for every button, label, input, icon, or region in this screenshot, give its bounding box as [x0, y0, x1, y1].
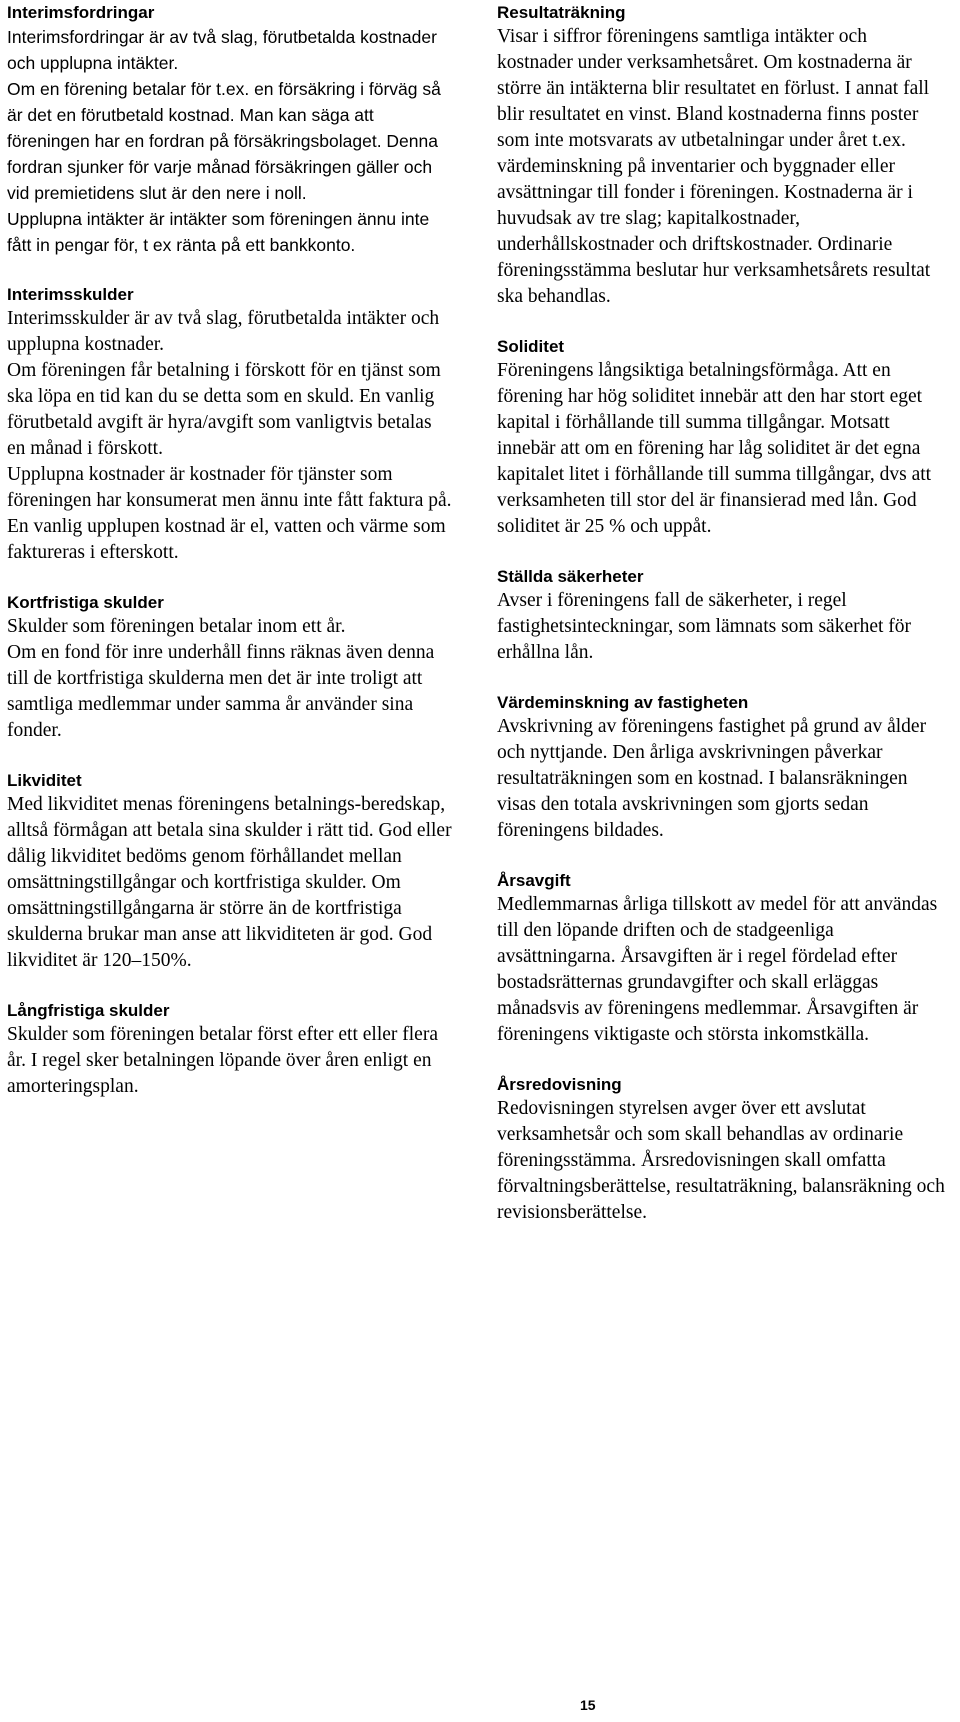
- paragraph: Visar i siffror föreningens samtliga intäkter och kostnader under verksamhetsåret. Om kostnaderna är större än intäkterna blir resultatet en förlust. I annat fall blir resultatet en vinst. Bland kostnaderna finns poster som inte motsvarats av utbetalningar under året t.ex. värdeminskning på inventarier och byggnader eller avsättningar till fonder i föreningen. Kostnaderna är i huvudsak av tre slag; kapitalkostnader, underhållskostnader och driftskostnader. Ordinarie föreningsstämma beslutar hur verksamhetsårets resultat ska behandlas.: [497, 26, 931, 307]
- section-langfristiga-skulder: [7, 998, 452, 1100]
- page-number: 15: [580, 1697, 596, 1713]
- heading-kortfristiga-skulder: Kortfristiga skulder: [7, 593, 164, 612]
- heading-interimsskulder: Interimsskulder: [7, 285, 134, 304]
- section-likviditet: [7, 768, 452, 974]
- paragraph: Skulder som föreningen betalar inom ett år.: [7, 616, 346, 637]
- paragraph: Upplupna kostnader är kostnader för tjänster som föreningen har konsumerat men ännu inte fått faktura på. En vanlig upplupen kostnad är el, vatten och värme som faktureras i efterskott.: [7, 464, 452, 563]
- paragraph: Skulder som föreningen betalar först efter ett eller flera år. I regel sker betalningen löpande över åren enligt en amorteringsplan.: [7, 1024, 438, 1097]
- heading-langfristiga-skulder: Långfristiga skulder: [7, 1001, 170, 1020]
- section-stallda-sakerheter: [497, 564, 947, 666]
- heading-resultatrakning: Resultaträkning: [497, 3, 626, 22]
- paragraph: Avser i föreningens fall de säkerheter, i regel fastighetsinteckningar, som lämnats som säkerhet för erhållna lån.: [497, 590, 912, 663]
- heading-likviditet: Likviditet: [7, 771, 82, 790]
- heading-stallda-sakerheter: Ställda säkerheter: [497, 567, 644, 586]
- section-soliditet: [497, 334, 947, 540]
- paragraph: Interimsfordringar är av två slag, förutbetalda kostnader och upplupna intäkter.: [7, 27, 437, 73]
- heading-arsavgift: Årsavgift: [497, 871, 571, 890]
- paragraph: Interimsskulder är av två slag, förutbetalda intäkter och upplupna kostnader.: [7, 308, 440, 355]
- paragraph: Upplupna intäkter är intäkter som föreningen ännu inte fått in pengar för, t ex ränta på ett bankkonto.: [7, 209, 430, 255]
- paragraph: Avskrivning av föreningens fastighet på grund av ålder och nyttjande. Den årliga avskrivningen påverkar resultaträkningen som en kostnad. I balansräkningen visas den totala avskrivningen som gjorts sedan föreningens bildades.: [497, 716, 927, 841]
- paragraph: Medlemmarnas årliga tillskott av medel för att användas till den löpande driften och de stadgeenliga avsättningarna. Årsavgiften är i regel fördelad efter bostadsrätternas grundavgifter och skall erläggas månadsvis av föreningens medlemmar. Årsavgiften är föreningens viktigaste och största inkomstkälla.: [497, 894, 938, 1045]
- paragraph: Föreningens långsiktiga betalningsförmåga. Att en förening har hög soliditet innebär att den har stort eget kapital i förhållande till summa tillgångar. Motsatt innebär att om en förening har låg soliditet är det egna kapitalet litet i förhållande till summa tillgångar, dvs att verksamheten till stor del är finansierad med lån. God soliditet är 25 % och uppåt.: [497, 360, 932, 537]
- heading-arsredovisning: Årsredovisning: [497, 1075, 622, 1094]
- section-kortfristiga-skulder: [7, 590, 452, 744]
- section-interimsskulder: [7, 282, 452, 566]
- paragraph: Redovisningen styrelsen avger över ett avslutat verksamhetsår och som skall behandlas av ordinarie föreningsstämma. Årsredovisningen skall omfatta förvaltningsberättelse, resultaträkning, balansräkning och revisionsberättelse.: [497, 1098, 945, 1223]
- section-interimsfordringar: [7, 0, 452, 258]
- section-vardeminskning: [497, 690, 947, 844]
- paragraph: Med likviditet menas föreningens betalnings-beredskap, alltså förmågan att betala sina skulder i rätt tid. God eller dålig likviditet bedöms genom förhållandet mellan omsättningstillgångar och kortfristiga skulder. Om omsättningstillgångarna är större än de kortfristiga skulderna brukar man anse att likviditeten är god. God likviditet är 120–150%.: [7, 794, 452, 971]
- paragraph: Om en förening betalar för t.ex. en försäkring i förväg så är det en förutbetald kostnad. Man kan säga att föreningen har en fordran på försäkringsbolaget. Denna fordran sjunker för varje månad försäkringen gäller och vid premietidens slut är den nere i noll.: [7, 79, 441, 203]
- heading-interimsfordringar: Interimsfordringar: [7, 3, 155, 22]
- heading-vardeminskning: Värdeminskning av fastigheten: [497, 693, 749, 712]
- right-column: [497, 0, 947, 1226]
- paragraph: Om föreningen får betalning i förskott för en tjänst som ska löpa en tid kan du se detta som en skuld. En vanlig förutbetald avgift är hyra/avgift som vanligtvis betalas en månad i förskott.: [7, 360, 441, 459]
- section-arsredovisning: [497, 1072, 947, 1226]
- paragraph: Om en fond för inre underhåll finns räknas även denna till de kortfristiga skulderna men det är inte troligt att samtliga medlemmar under samma år använder sina fonder.: [7, 642, 435, 741]
- heading-soliditet: Soliditet: [497, 337, 565, 356]
- left-column: [7, 0, 452, 1100]
- section-arsavgift: [497, 868, 947, 1048]
- section-resultatrakning: [497, 0, 947, 310]
